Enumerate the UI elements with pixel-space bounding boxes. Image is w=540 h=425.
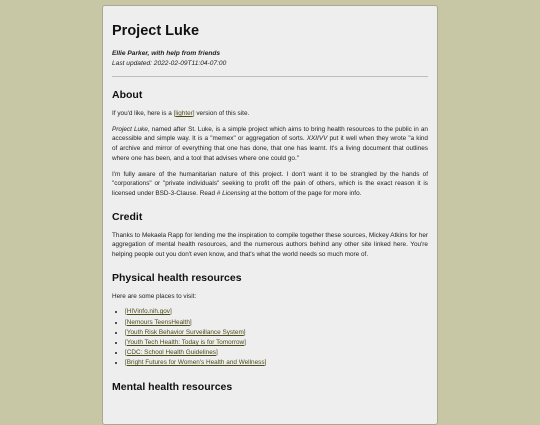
about-paragraph-2 xyxy=(112,125,428,164)
resource-link[interactable]: HIVinfo.nih.gov xyxy=(126,308,171,316)
about-p1-text: If you'd like, here is a xyxy=(112,110,174,117)
credit-paragraph: Thanks to Mekaela Rapp for lending me the inspiration to compile together these sources, Mickey Atkins for her aggregation of mental health resources, and the numerous authors behind any other site linked here. You're helping people out you don't even know, and that's what the world needs so much more of. xyxy=(112,231,428,259)
list-item: • [Youth Risk Behavior Surveillance System] xyxy=(125,328,428,338)
about-heading: About xyxy=(112,89,143,101)
resource-link[interactable]: Youth Risk Behavior Surveillance System xyxy=(126,328,244,336)
list-item: • [Nemours TeensHealth] xyxy=(125,318,428,328)
about-p2-text: , named after St. Luke, is a simple project which aims to bring health resources to the public in an accessible and simple way. It is a "memex" or aggregation of sorts. xyxy=(112,125,428,143)
physical-intro: Here are some places to visit: xyxy=(112,292,197,300)
about-p1-text-end: version of this site. xyxy=(194,110,250,117)
credit-heading: Credit xyxy=(112,210,143,223)
about-p3-text: I'm fully aware of the humanitarian nature of this project. I don't want it to be strangled by the hands of "corporations" or "private individuals" seeking to profit off the pain of others, which is the exact reason it is licensed under BSD-3-Clause. Read xyxy=(112,170,428,197)
about-p3-text-end: at the bottom of the page for more info. xyxy=(249,189,362,197)
mental-heading: Mental health resources xyxy=(112,380,233,393)
physical-heading: Physical health resources xyxy=(112,271,242,284)
author-text: Ellie Parker, with help from friends xyxy=(112,50,221,57)
author-line xyxy=(112,49,428,59)
page-container xyxy=(102,5,438,425)
list-item: • [Bright Futures for Women's Health and Wellness] xyxy=(125,358,428,368)
about-paragraph-3 xyxy=(112,170,428,199)
resource-link[interactable]: Bright Futures for Women's Health and Wellness xyxy=(126,359,265,367)
licensing-ref: # Licensing xyxy=(216,189,250,197)
list-item: • [HIVinfo.nih.gov] xyxy=(125,307,428,317)
page-title: Project Luke xyxy=(112,23,200,39)
updated-line: Last updated: 2022-02-09T11:04-07:00 xyxy=(112,60,227,67)
list-item: • [CDC: School Health Guidelines] xyxy=(125,348,428,358)
resource-link[interactable]: Youth Tech Health: Today is for Tomorrow xyxy=(126,339,245,347)
about-paragraph-1: If you'd like, here is a [lighter] version of this site. xyxy=(112,110,250,117)
xxiivv-name: XXIIVV xyxy=(306,135,328,143)
lighter-version-link[interactable]: lighter xyxy=(175,110,193,117)
resource-link[interactable]: CDC: School Health Guidelines xyxy=(126,349,216,357)
divider xyxy=(112,76,428,77)
project-name: Project Luke xyxy=(112,125,148,133)
physical-resource-list xyxy=(112,307,428,368)
list-item: • [Youth Tech Health: Today is for Tomorrow] xyxy=(125,338,428,348)
about-p2-quote: put it well when they wrote "a kind of archive and mirror of everything that one has done, that one has learnt. It's a living document that outlines where one has been, and a tool that advises where one could go." xyxy=(112,135,428,162)
resource-link[interactable]: Nemours TeensHealth xyxy=(126,318,190,326)
